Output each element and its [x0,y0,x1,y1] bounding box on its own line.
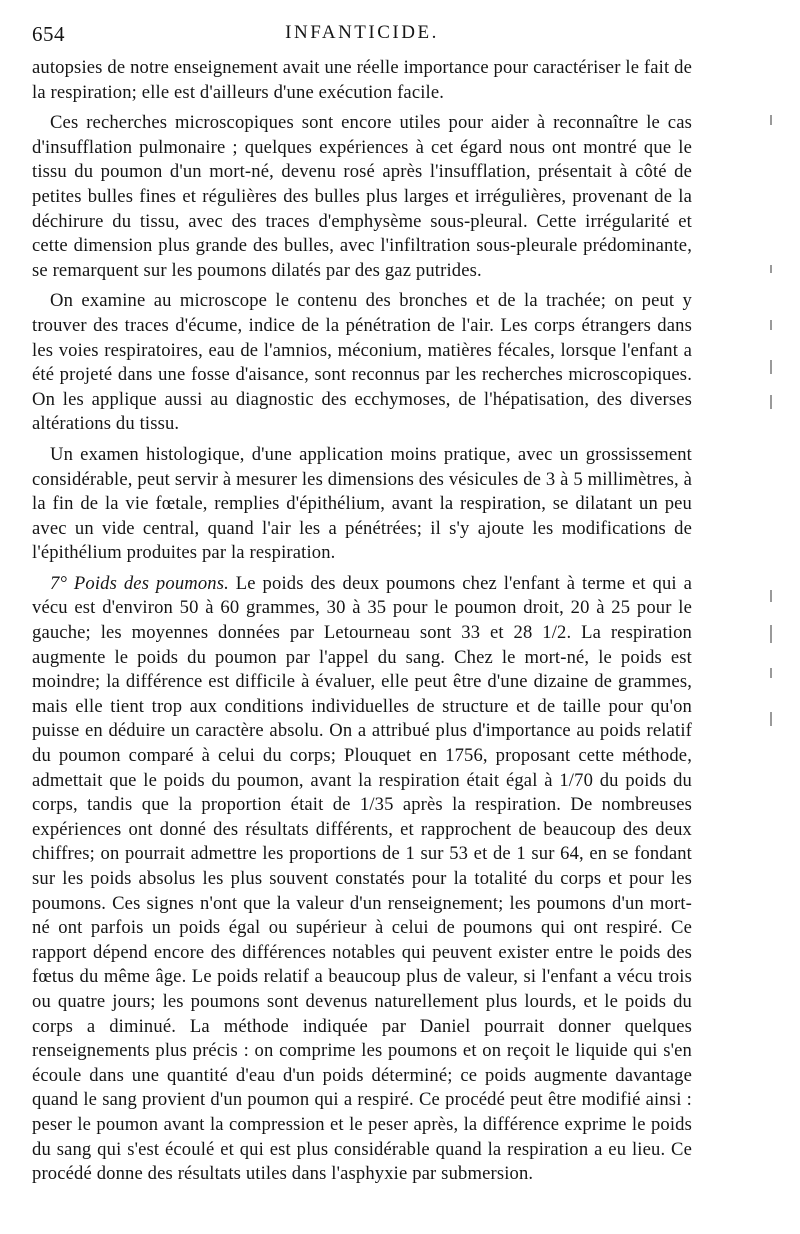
scan-mark [770,320,772,330]
paragraph-text: Un examen histologique, d'une application moins pratique, avec un grossissement considérable, peut servir à mesurer les dimensions des vésicules de 3 à 5 millimètres, à la fin de la vie fœtale, remplies d'épithélium, avant la respiration, se dilatant un peu avec un vide central, quand l'air les a pénétrées; il s'y ajoute les modifications de l'épithélium produites par la respiration. [32,443,692,564]
scan-mark [770,395,772,409]
scan-mark [770,360,772,374]
scan-mark [770,590,772,602]
paragraph-histology [32,443,692,566]
paragraph-microscopy [32,111,692,283]
scan-mark [770,668,772,678]
body-text [32,56,692,1193]
paragraph-lung-weight [32,572,692,1187]
paragraph-text: autopsies de notre enseignement avait une réelle importance pour caractériser le fait de la respiration; elle est d'ailleurs d'une exécution facile. [32,57,692,103]
scan-mark [770,712,772,726]
page-number: 654 [32,22,65,46]
paragraph-text: Le poids des deux poumons chez l'enfant à terme et qui a vécu est d'environ 50 à 60 grammes, 30 à 35 pour le poumon droit, 20 à 25 pour le gauche; les moyennes données par Letourneau sont 33 et 28 1/2. La respiration augmente le poids du poumon par l'appel du sang. Chez le mort-né, le poids est moindre; la différence est difficile à évaluer, elle peut être d'une dizaine de grammes, mais elle tient trop aux conditions individuelles de structure et de taille pour qu'on puisse en déduire un caractère absolu. On a attribué plus d'importance au poids relatif du poumon comparé à celui du corps; Plouquet en 1756, proposant cette méthode, admettait que le poids du poumon, avant la respiration était égal à 1/70 du poids du corps, tandis que la proportion était de 1/35 après la respiration. De nombreuses expériences ont donné des résultats différents, et rapprochent de beaucoup des deux chiffres; on pourrait admettre les proportions de 1 sur 53 et de 1 sur 64, en se fondant sur les poids absolus les plus souvent constatés pour la totalité du corps et pour les poumons. Ces signes n'ont que la valeur d'un renseignement; les poumons d'un mort-né ont parfois un poids égal ou supérieur à celui de poumons qui ont respiré. Ce rapport dépend encore des différences notables qui peuvent exister entre le poids des fœtus du même âge. Le poids relatif a beaucoup plus de valeur, si l'enfant a vécu trois ou quatre jours; les poumons sont devenus naturellement plus lourds, et le poids du corps a diminué. La méthode indiquée par Daniel pourrait donner quelques renseignements plus précis : on comprime les poumons et on reçoit le liquide qui s'en écoule dans une quantité d'eau d'un poids déterminé; ce poids augmente davantage quand le sang provient d'un poumon qui a respiré. Ce procédé peut être modifié ainsi : peser le poumon avant la compression et le peser après, la différence exprime le poids du sang qui s'est écoulé et qui est plus considérable quand la respiration a eu lieu. Ce procédé donne des résultats utiles dans l'asphyxie par submersion. [32,572,692,1185]
paragraph-continuation [32,56,692,105]
paragraph-bronchi [32,289,692,437]
running-title: INFANTICIDE. [285,22,439,43]
page-header [32,22,692,52]
section-heading: 7° Poids des poumons. [50,572,229,594]
paragraph-text: Ces recherches microscopiques sont encore utiles pour aider à reconnaître le cas d'insufflation pulmonaire ; quelques expériences à cet égard nous ont montré que le tissu du poumon d'un mort-né, devenu rosé après l'insufflation, présentait à côté de petites bulles fines et régulières des bulles plus larges et irrégulières, provenant de la déchirure du tissu, avec des traces d'emphysème sous-pleural. Cette irrégularité et cette dimension plus grande des bulles, avec l'infiltration sous-pleurale prédominante, se remarquent sur les poumons dilatés par des gaz putrides. [32,112,692,281]
scan-mark [770,625,772,643]
paragraph-text: On examine au microscope le contenu des bronches et de la trachée; on peut y trouver des traces d'écume, indice de la pénétration de l'air. Les corps étrangers dans les voies respiratoires, eau de l'amnios, méconium, matières fécales, lorsque l'enfant a été projeté dans une fosse d'aisance, sont reconnus par les recherches microscopiques. On les applique aussi au diagnostic des ecchymoses, de l'hépatisation, des diverses altérations du tissu. [32,290,692,435]
scan-mark [770,265,772,273]
margin-scan-marks [770,0,790,1234]
scan-mark [770,115,772,125]
